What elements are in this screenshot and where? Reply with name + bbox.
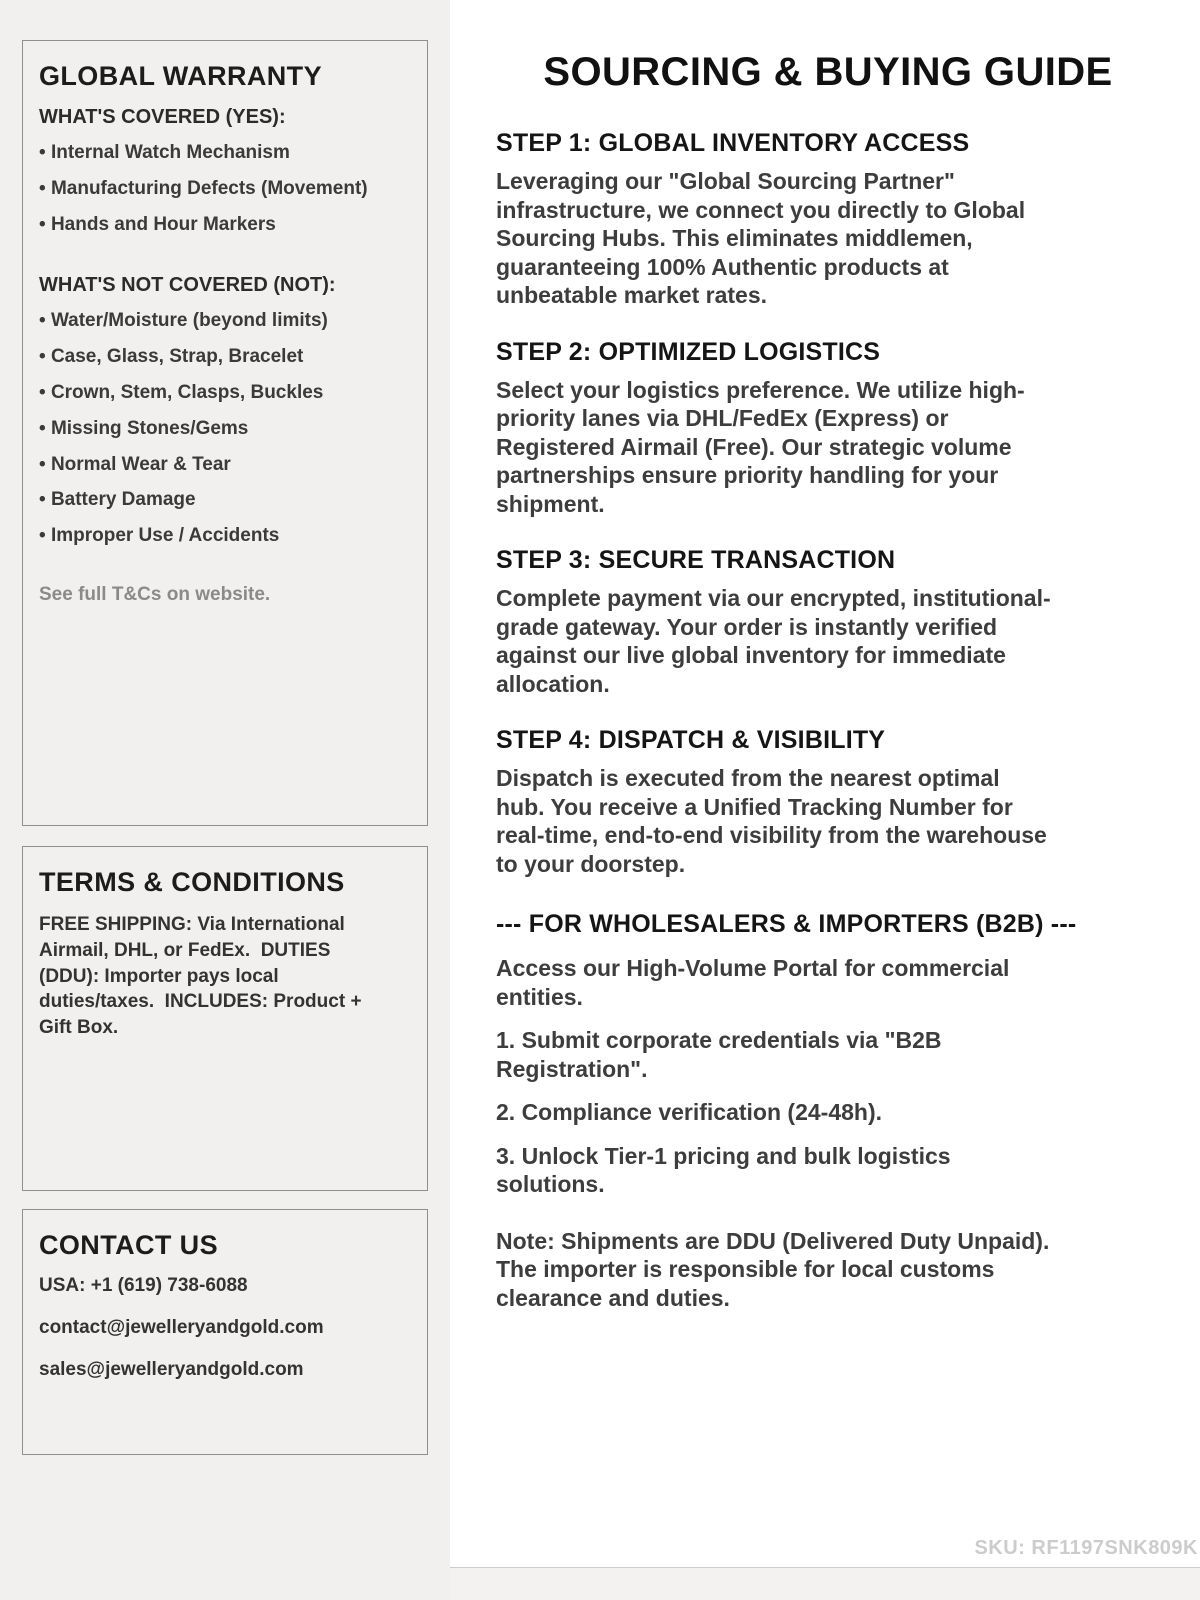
terms-panel [22,846,428,1191]
sku-label: SKU: RF1197SNK809K [974,1537,1198,1559]
step-1-section [496,129,1101,310]
step-1-heading: STEP 1: GLOBAL INVENTORY ACCESS [496,129,970,157]
step-1-body: Leveraging our "Global Sourcing Partner" infrastructure, we connect you directly to Global Sourcing Hubs. This eliminates middlemen, guaranteeing 100% Authentic products at unbeatable market rates. [496,168,1026,309]
warranty-not-covered-item: • Normal Wear & Tear [39,454,411,477]
main-content [450,0,1200,1600]
contact-title: CONTACT US [39,1230,218,1260]
warranty-not-covered-item: • Missing Stones/Gems [39,418,411,441]
step-4-section [496,726,1101,878]
sidebar [0,0,450,1600]
warranty-not-covered-list [39,310,411,548]
warranty-footnote: See full T&Cs on website. [39,583,271,605]
warranty-covered-item: • Manufacturing Defects (Movement) [39,178,411,201]
warranty-covered-list [39,142,411,236]
warranty-not-covered-item: • Battery Damage [39,489,411,512]
step-4-body: Dispatch is executed from the nearest optimal hub. You receive a Unified Tracking Number for real-time, end-to-end visibility from the warehouse to your doorstep. [496,765,1047,877]
terms-title: TERMS & CONDITIONS [39,867,345,897]
contact-panel [22,1209,428,1455]
b2b-intro: Access our High-Volume Portal for commercial entities. [496,955,1010,1010]
b2b-item: 1. Submit corporate credentials via "B2B Registration". [496,1027,942,1082]
warranty-covered-item: • Hands and Hour Markers [39,214,411,237]
contact-email-sales: sales@jewelleryandgold.com [39,1359,304,1380]
step-4-heading: STEP 4: DISPATCH & VISIBILITY [496,726,886,755]
warranty-title: GLOBAL WARRANTY [39,61,322,91]
warranty-covered-heading: WHAT'S COVERED (YES): [39,106,286,128]
step-2-heading: STEP 2: OPTIMIZED LOGISTICS [496,337,881,366]
page-bottom-edge [450,1567,1200,1600]
terms-body: FREE SHIPPING: Via International Airmail, DHL, or FedEx. DUTIES (DDU): Importer pays local duties/taxes. INCLUDES: Product + Gift Box. [39,914,367,1039]
warranty-not-covered-item: • Crown, Stem, Clasps, Buckles [39,382,411,405]
warranty-not-covered-item: • Case, Glass, Strap, Bracelet [39,346,411,369]
b2b-item: 3. Unlock Tier-1 pricing and bulk logistics solutions. [496,1142,951,1198]
b2b-heading: --- FOR WHOLESALERS & IMPORTERS (B2B) --- [496,910,1077,939]
contact-email-primary: contact@jewelleryandgold.com [39,1317,324,1338]
b2b-note: Note: Shipments are DDU (Delivered Duty Unpaid). The importer is responsible for local customs clearance and duties. [496,1227,1050,1311]
step-2-section [496,338,1101,519]
warranty-not-covered-heading: WHAT'S NOT COVERED (NOT): [39,274,336,297]
warranty-panel [22,40,428,826]
warranty-not-covered-item: • Improper Use / Accidents [39,525,411,548]
page-title: SOURCING & BUYING GUIDE [543,50,1113,94]
warranty-covered-item: • Internal Watch Mechanism [39,142,411,165]
contact-phone: USA: +1 (619) 738-6088 [39,1275,248,1296]
guide-content [496,129,1101,1312]
b2b-section [496,910,1101,1312]
step-2-body: Select your logistics preference. We utilize high-priority lanes via DHL/FedEx (Express) or Registered Airmail (Free). Our strategic volume partnerships ensure priority handling for your shipment. [496,376,1025,517]
step-3-body: Complete payment via our encrypted, institutional-grade gateway. Your order is instantly verified against our live global inventory for immediate allocation. [496,585,1051,697]
step-3-section [496,546,1101,698]
step-3-heading: STEP 3: SECURE TRANSACTION [496,546,896,575]
b2b-item: 2. Compliance verification (24-48h). [496,1099,883,1126]
warranty-not-covered-item: • Water/Moisture (beyond limits) [39,310,411,333]
